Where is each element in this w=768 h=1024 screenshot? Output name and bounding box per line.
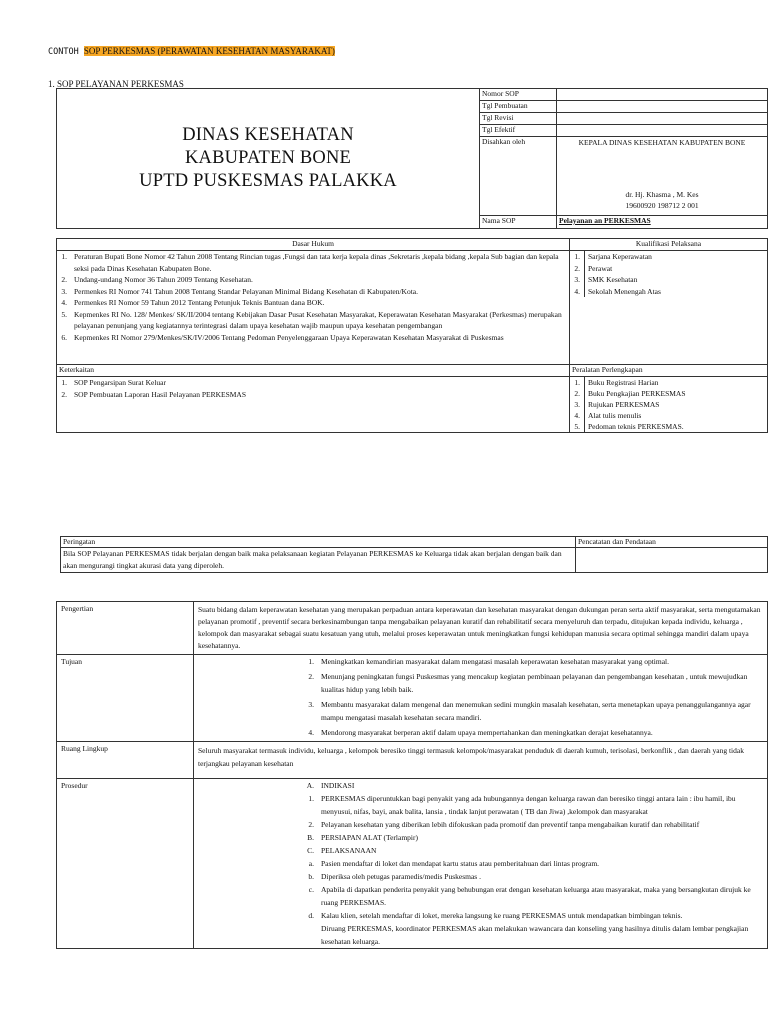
section-title: 1. SOP PELAYANAN PERKESMAS — [48, 79, 184, 89]
pengertian-label: Pengertian — [57, 602, 194, 655]
keterkaitan-item — [57, 377, 569, 389]
peringatan-header: Peringatan — [61, 537, 576, 548]
prosedur-item-text: Pasien mendaftar di loket dan mendapat kartu status atau pemberitahuan dari lintas program. — [321, 859, 600, 868]
label-nama-sop: Nama SOP — [480, 215, 557, 228]
peralatan-item-text: Buku Pengkajian PERKESMAS — [584, 388, 767, 399]
prosedur-item — [194, 792, 767, 818]
prosedur-item — [194, 883, 767, 909]
prosedur-item-text: Kalau klien, setelah mendaftar di loket, mereka langsung ke ruang PERKESMAS untuk mendapatkan bimbingan teknis. — [321, 911, 683, 920]
kualifikasi-item-text: Sarjana Keperawatan — [584, 251, 767, 263]
prosedur-item-number: A. — [306, 781, 314, 790]
prosedur-item — [194, 818, 767, 831]
peralatan-item — [570, 377, 767, 388]
prosedur-item — [194, 909, 767, 922]
dasar-hukum-item — [57, 274, 569, 286]
prosedur-item-number: b. — [308, 872, 314, 881]
prosedur-item — [194, 831, 767, 844]
keterkaitan-item-number: 1. — [61, 378, 67, 387]
peralatan-item — [570, 421, 767, 432]
warning-table — [60, 536, 768, 573]
kualifikasi-item-text: Sekolah Menengah Atas — [584, 286, 767, 298]
prosedur-item-text: INDIKASI — [321, 781, 355, 790]
header-line — [48, 45, 335, 58]
label-tgl-pembuatan: Tgl Pembuatan — [480, 101, 557, 113]
kualifikasi-item — [570, 274, 767, 286]
procedure-block — [56, 601, 768, 949]
approver-title: KEPALA DINAS KESEHATAN KABUPATEN BONE — [578, 138, 746, 148]
dasar-hukum-item-number: 1. — [61, 252, 67, 261]
value-nama-sop: Pelayanan an PERKESMAS — [557, 215, 768, 228]
title-line-2: KABUPATEN BONE — [184, 148, 352, 168]
peralatan-item — [570, 410, 767, 421]
prosedur-item-text: Diperiksa oleh petugas paramedis/medis Puskesmas . — [321, 872, 481, 881]
dasar-hukum-item — [57, 309, 569, 332]
prosedur-item-number: 2. — [308, 820, 314, 829]
value-tgl-revisi — [557, 113, 768, 125]
kualifikasi-item — [570, 251, 767, 263]
label-tgl-revisi: Tgl Revisi — [480, 113, 557, 125]
sop-header-block — [56, 88, 768, 229]
dasar-hukum-item-text: Kepmenkes RI No. 128/ Menkes/ SK/II/2004 tentang Kebijakan Dasar Pusat Kesehatan Masyarakat, Keperawatan Kesehatan Masyarakat (Perkesmas) merupakan pelayanan penunjang yang kegiatannya terintegrasi dalam upaya kesehatan wajib maupun upaya kesehatan pengembangan — [74, 309, 562, 330]
header-prefix: CONTOH — [48, 47, 84, 57]
peralatan-item-number: 4. — [574, 411, 580, 420]
prosedur-item-number: C. — [307, 846, 314, 855]
prosedur-item-text: Apabila di dapatkan penderita penyakit yang behubungan erat dengan kesehatan keluarga atau masyarakat, maka yang bersangkutan dirujuk ke ruang PERKESMAS. — [321, 885, 751, 907]
prosedur-item-text: Pelayanan kesehatan yang diberikan lebih difokuskan pada promotif dan preventif tanpa mengabaikan kuratif dan rehabilitatif — [321, 820, 700, 829]
approver-nip: 19600920 198712 2 001 — [625, 201, 699, 211]
legal-table — [56, 238, 768, 433]
dasar-hukum-item-text: Kepmenkes RI Nomor 279/Menkes/SK/IV/2006 Tentang Pedoman Penyelenggaraan Upaya Keperawatan Kesehatan Masyarakat di Puskesmas — [74, 332, 504, 342]
dasar-hukum-item-text: Permenkes RI Nomor 741 Tahun 2008 Tentang Standar Pelayanan Minimal Bidang Kesehatan di Kabupaten/Kota. — [74, 286, 419, 296]
peralatan-item — [570, 399, 767, 410]
value-nomor-sop — [557, 89, 768, 101]
approver-cell — [557, 137, 768, 216]
header-highlight: SOP PERKESMAS (PERAWATAN KESEHATAN MASYARAKAT) — [83, 46, 335, 56]
dasar-hukum-item — [57, 251, 569, 274]
peralatan-item — [570, 388, 767, 399]
prosedur-item-text: Diruang PERKESMAS, koordinator PERKESMAS akan melakukan wawancara dan konseling yang hasilnya ditulis dalam lembar pengkajian kesehatan keluarga. — [321, 924, 749, 946]
prosedur-item-text: PERSIAPAN ALAT (Terlampir) — [321, 833, 418, 842]
kualifikasi-item-number: 2. — [574, 263, 580, 273]
tujuan-item-number: 1. — [308, 657, 314, 666]
label-disahkan-oleh: Disahkan oleh — [480, 137, 557, 216]
ruang-lingkup-text: Seluruh masyarakat termasuk individu, keluarga , kelompok beresiko tinggi termasuk kelompok/masyarakat penduduk di daerah kumuh, terisolasi, berkonflik , dan daerah yang tidak terjangkau pelayanan kesehatan — [194, 742, 768, 779]
value-tgl-efektif — [557, 125, 768, 137]
tujuan-item — [194, 698, 767, 726]
dasar-hukum-item-number: 2. — [61, 275, 67, 284]
peralatan-item-number: 5. — [574, 422, 580, 431]
peralatan-header: Peralatan Perlengkapan — [570, 365, 768, 377]
dasar-hukum-list — [57, 251, 570, 365]
dasar-hukum-item-text: Undang-undang Nomor 36 Tahun 2009 Tentang Kesehatan. — [74, 275, 253, 284]
keterkaitan-item — [57, 389, 569, 401]
prosedur-item — [194, 844, 767, 857]
prosedur-item-number: B. — [307, 833, 314, 842]
tujuan-item-text: Meningkatkan kemandirian masyarakat dalam mengatasi masalah keperawatan kesehatan masyarakat yang optimal. — [321, 657, 669, 666]
kualifikasi-item-text: Perawat — [584, 263, 767, 275]
prosedur-label: Prosedur — [57, 779, 194, 949]
sop-header-table — [56, 88, 768, 229]
peringatan-text: Bila SOP Pelayanan PERKESMAS tidak berjalan dengan baik maka pelaksanaan kegiatan Pelayanan PERKESMAS ke Keluarga tidak akan berjalan dengan baik dan akan mengurangi tingkat akurasi data yang diperoleh. — [61, 548, 576, 573]
prosedur-item — [194, 779, 767, 792]
ruang-lingkup-label: Ruang Lingkup — [57, 742, 194, 779]
tujuan-item-number: 3. — [308, 700, 314, 709]
prosedur-item-text: PELAKSANAAN — [321, 846, 377, 855]
dasar-hukum-item-number: 4. — [61, 298, 67, 307]
prosedur-item-number: a. — [308, 859, 314, 868]
peralatan-item-number: 3. — [574, 400, 580, 409]
prosedur-item-number: c. — [308, 885, 314, 894]
tujuan-item — [194, 655, 767, 670]
dasar-hukum-item — [57, 332, 569, 344]
title-line-1: DINAS KESEHATAN — [182, 125, 354, 145]
kualifikasi-item-number: 1. — [574, 252, 580, 261]
prosedur-item — [194, 922, 767, 948]
tujuan-item-number: 2. — [308, 672, 314, 681]
keterkaitan-list — [57, 377, 570, 433]
kualifikasi-list — [570, 251, 768, 365]
prosedur-item-text: PERKESMAS diperuntukkan bagi penyakit yang ada hubungannya dengan keluarga rawan dan beresiko tinggi antara lain : ibu hamil, ibu menyusui, nifas, bayi, anak balita, lansia , tindak lanjut perawatan ( TB dan Jiwa) ,kelompok dan masyarakat — [321, 794, 736, 816]
dasar-hukum-item — [57, 297, 569, 309]
tujuan-item-text: Mendorong masyarakat berperan aktif dalam upaya mempertahankan dan meningkatkan derajat kesehatannya. — [321, 728, 653, 737]
prosedur-item — [194, 870, 767, 883]
prosedur-list — [194, 779, 768, 949]
tujuan-item-text: Membantu masyarakat dalam mengenal dan menemukan sedini mungkin masalah kesehatan, serta menetapkan upaya penanggulangannya agar mampu mengatasi masalah kesehatan secara mandiri. — [321, 700, 751, 722]
legal-block — [56, 238, 768, 433]
label-tgl-efektif: Tgl Efektif — [480, 125, 557, 137]
prosedur-item-number: 1. — [308, 794, 314, 803]
dasar-hukum-item-number: 5. — [61, 309, 67, 319]
dasar-hukum-item-text: Peraturan Bupati Bone Nomor 42 Tahun 2008 Tentang Rincian tugas ,Fungsi dan tata kerja kepala dinas ,Sekretaris ,kepala bidang ,kepala Sub bagian dan kepala seksi pada Dinas Kesehatan Kabupaten Bone. — [74, 252, 559, 273]
tujuan-item — [194, 726, 767, 741]
warning-block — [60, 536, 768, 573]
pencatatan-header: Pencatatan dan Pendataan — [576, 537, 768, 548]
prosedur-item-number — [194, 922, 318, 948]
peralatan-item-text: Buku Registrasi Harian — [584, 377, 767, 388]
dasar-hukum-item-text: Permenkes RI Nomor 59 Tahun 2012 Tentang Petunjuk Teknis Bantuan dana BOK. — [74, 298, 325, 307]
tujuan-item — [194, 670, 767, 698]
peralatan-item-number: 2. — [574, 389, 580, 398]
dasar-hukum-item — [57, 286, 569, 298]
tujuan-label: Tujuan — [57, 655, 194, 742]
peralatan-list — [570, 377, 768, 433]
tujuan-item-number: 4. — [308, 728, 314, 737]
title-line-3: UPTD PUSKESMAS PALAKKA — [139, 171, 397, 191]
peralatan-item-text: Pedoman teknis PERKESMAS. — [584, 421, 767, 432]
kualifikasi-item — [570, 263, 767, 275]
keterkaitan-header: Keterkaitan — [57, 365, 570, 377]
keterkaitan-item-text: SOP Pembuatan Laporan Hasil Pelayanan PERKESMAS — [74, 389, 246, 399]
peralatan-item-number: 1. — [574, 378, 580, 387]
kualifikasi-item — [570, 286, 767, 298]
peralatan-item-text: Rujukan PERKESMAS — [584, 399, 767, 410]
kualifikasi-item-text: SMK Kesehatan — [584, 274, 767, 286]
prosedur-item-number: d. — [308, 911, 314, 920]
pengertian-text: Suatu bidang dalam keperawatan kesehatan yang merupakan perpaduan antara keperawatan dan kesehatan masyarakat dengan dukungan peran serta aktif masyarakat, serta mengutamakan pelayanan promotif , preventif secara berkesinambungan tanpa mengabaikan pelayanan kuratif dan rehabilitatif secara menyeluruh dan terpadu, ditujukan kepada individu, keluarga , kelompok dan masyarakat sebagai suatu kesatuan yang utuh, melalui proses keperawatan untuk meningkatkan fungsi kehidupan manusia secara optimal sehingga mandiri dalam upaya kesehatannya. — [194, 602, 768, 655]
procedure-table — [56, 601, 768, 949]
kualifikasi-item-number: 4. — [574, 286, 580, 296]
title-cell — [57, 89, 480, 229]
dasar-hukum-item-number: 6. — [61, 332, 67, 342]
approver-name: dr. Hj. Khasma , M. Kes — [625, 190, 699, 200]
kualifikasi-item-number: 3. — [574, 275, 580, 284]
kualifikasi-header: Kualifikasi Pelaksana — [570, 239, 768, 251]
value-tgl-pembuatan — [557, 101, 768, 113]
dasar-hukum-header: Dasar Hukum — [57, 239, 570, 251]
tujuan-list — [194, 655, 768, 742]
peralatan-item-text: Alat tulis menulis — [584, 410, 767, 421]
pencatatan-value — [576, 548, 768, 573]
dasar-hukum-item-number: 3. — [61, 286, 67, 296]
tujuan-item-text: Menunjang peningkatan fungsi Puskesmas yang mencakup kegiatan pembinaan pelayanan dan pengembangan kesehatan , untuk mewujudkan kualitas hidup yang lebih baik. — [321, 672, 748, 694]
keterkaitan-item-number: 2. — [61, 389, 67, 399]
keterkaitan-item-text: SOP Pengarsipan Surat Keluar — [74, 378, 166, 387]
prosedur-item — [194, 857, 767, 870]
label-nomor-sop: Nomor SOP — [480, 89, 557, 101]
